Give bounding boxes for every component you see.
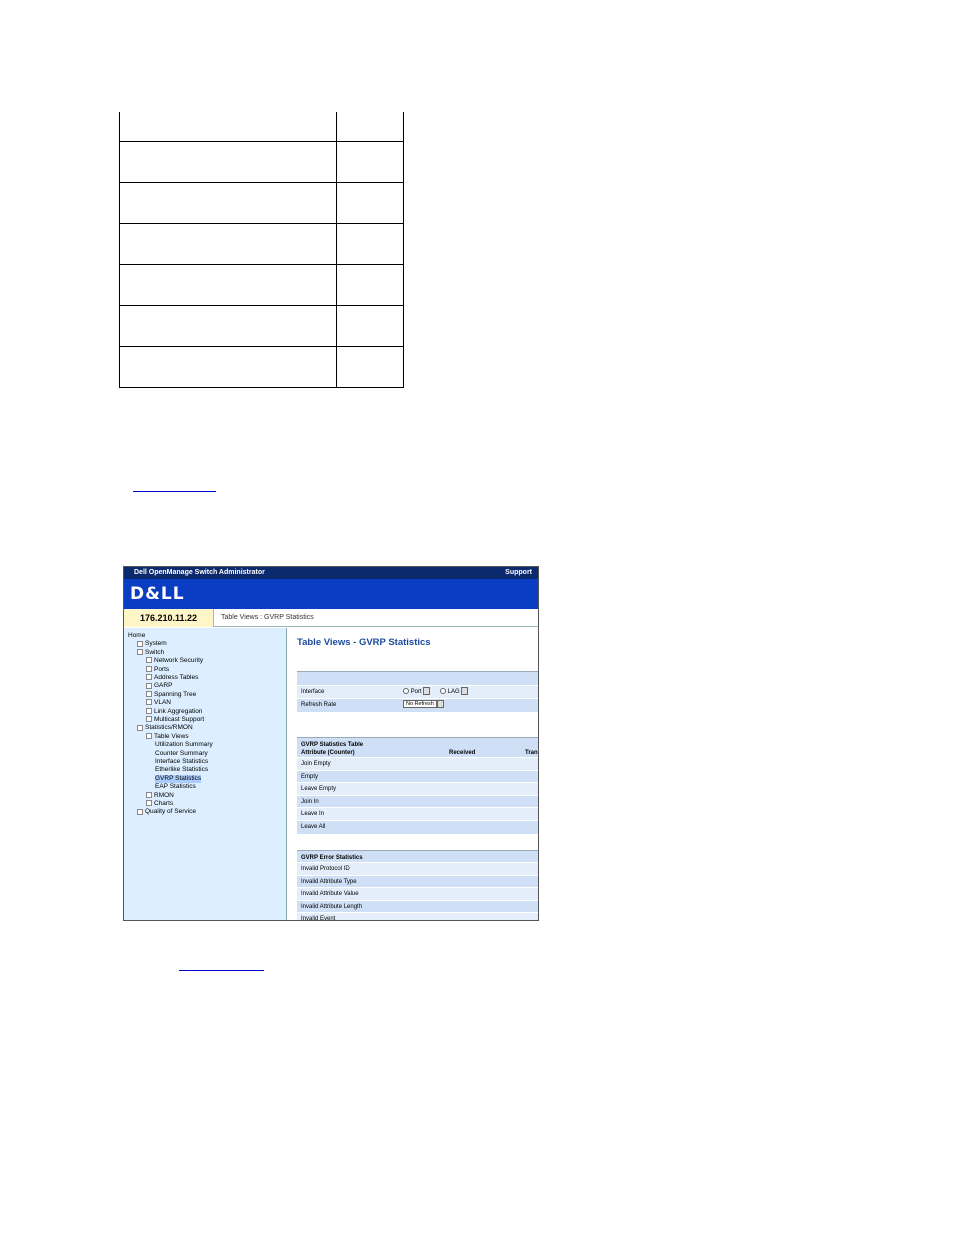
refresh-row xyxy=(297,698,538,711)
tree-item[interactable] xyxy=(155,758,208,766)
chevron-down-icon xyxy=(437,700,444,708)
table-row: Leave Empty xyxy=(297,782,538,795)
table-row: Leave All xyxy=(297,820,538,833)
table-cell xyxy=(337,264,404,305)
table-cell xyxy=(120,223,337,264)
table-row: Invalid Event xyxy=(297,912,538,921)
refresh-select[interactable] xyxy=(403,699,444,711)
expand-icon[interactable] xyxy=(146,708,152,714)
address-bar xyxy=(124,609,538,627)
tree-item-label: RMON xyxy=(154,791,174,799)
gvrp-statistics-table xyxy=(297,737,538,834)
expand-icon[interactable] xyxy=(146,666,152,672)
tree-item[interactable] xyxy=(146,691,196,699)
table-row: Invalid Attribute Type xyxy=(297,875,538,888)
expand-icon[interactable] xyxy=(137,649,143,655)
tree-item-label: EAP Statistics xyxy=(155,783,196,791)
stats-table-header xyxy=(297,749,538,757)
table-row: Join Empty xyxy=(297,757,538,770)
table-cell xyxy=(120,182,337,223)
table-cell xyxy=(337,112,404,141)
port-radio[interactable] xyxy=(403,688,409,694)
gvrp-statistics-screenshot xyxy=(123,566,539,921)
tree-item[interactable] xyxy=(155,775,201,783)
ip-address: 176.210.11.22 xyxy=(124,609,214,627)
main-content xyxy=(288,628,538,920)
col-received: Received xyxy=(449,750,476,756)
tree-item-label: Address Tables xyxy=(154,674,199,681)
expand-icon[interactable] xyxy=(146,657,152,663)
table-row: Invalid Attribute Length xyxy=(297,900,538,913)
tree-item-label: Charts xyxy=(154,800,174,807)
breadcrumb: Table Views : GVRP Statistics xyxy=(221,614,314,621)
col-transmitted: Tran xyxy=(525,750,538,756)
port-label: Port xyxy=(410,689,422,695)
expand-icon[interactable] xyxy=(137,725,143,731)
expand-icon[interactable] xyxy=(146,674,152,680)
port-dropdown[interactable] xyxy=(423,687,430,695)
error-table-title: GVRP Error Statistics xyxy=(301,855,363,861)
tree-item[interactable] xyxy=(146,792,174,800)
tree-item[interactable] xyxy=(137,724,193,732)
expand-icon[interactable] xyxy=(146,792,152,798)
doc-table xyxy=(119,112,404,388)
table-cell xyxy=(337,141,404,182)
tree-item-label: GVRP Statistics xyxy=(155,774,202,782)
tree-item-label: Home xyxy=(128,632,146,639)
interface-row xyxy=(297,685,538,698)
table-cell xyxy=(120,264,337,305)
table-row: Invalid Protocol ID xyxy=(297,862,538,875)
tree-item[interactable] xyxy=(146,733,189,741)
tree-item[interactable] xyxy=(146,674,198,682)
support-link[interactable]: Support xyxy=(505,569,532,576)
tree-item[interactable] xyxy=(146,800,173,808)
expand-icon[interactable] xyxy=(146,691,152,697)
page-title: Table Views - GVRP Statistics xyxy=(297,637,431,648)
tree-item-label: Spanning Tree xyxy=(154,690,197,698)
tree-item[interactable] xyxy=(155,783,196,791)
tree-item[interactable] xyxy=(137,808,196,816)
tree-item-label: Network Security xyxy=(154,657,204,665)
gvrp-error-table xyxy=(297,850,538,921)
tree-item-label: GARP xyxy=(154,682,173,690)
lag-dropdown[interactable] xyxy=(461,687,468,695)
table-cell xyxy=(337,182,404,223)
expand-icon[interactable] xyxy=(146,800,152,806)
navigation-tree xyxy=(124,628,287,921)
tree-item[interactable] xyxy=(146,682,172,690)
table-row: Invalid Attribute Value xyxy=(297,887,538,900)
tree-item[interactable] xyxy=(146,666,169,674)
tree-item[interactable] xyxy=(137,649,164,657)
table-cell xyxy=(120,112,337,141)
tree-item-label: Ports xyxy=(154,665,170,673)
tree-item-label: VLAN xyxy=(154,699,171,707)
expand-icon[interactable] xyxy=(146,683,152,689)
expand-icon[interactable] xyxy=(146,733,152,739)
expand-icon[interactable] xyxy=(146,699,152,705)
interface-label: Interface xyxy=(301,689,325,695)
table-row: Leave In xyxy=(297,807,538,820)
table-row: Empty xyxy=(297,770,538,783)
lag-radio[interactable] xyxy=(440,688,446,694)
table-cell xyxy=(337,223,404,264)
stats-table-title: GVRP Statistics Table xyxy=(301,742,364,748)
tree-item-label: Etherlike Statistics xyxy=(155,766,209,774)
col-attribute: Attribute (Counter) xyxy=(301,750,355,756)
table-cell xyxy=(120,346,337,387)
table-cell xyxy=(337,305,404,346)
expand-icon[interactable] xyxy=(146,716,152,722)
table-cell xyxy=(120,305,337,346)
port-selector xyxy=(403,686,468,698)
tree-item-label: Quality of Service xyxy=(145,808,196,816)
tree-item-label: Link Aggregation xyxy=(154,707,203,715)
table-cell xyxy=(337,346,404,387)
tree-item-label: Multicast Support xyxy=(154,716,205,723)
tree-item-label: Table Views xyxy=(154,732,189,740)
app-title: Dell OpenManage Switch Administrator xyxy=(134,569,265,576)
tree-item[interactable] xyxy=(137,640,167,648)
banner xyxy=(124,579,538,609)
expand-icon[interactable] xyxy=(137,809,143,815)
tree-item[interactable] xyxy=(155,766,208,774)
dell-logo: D&LL xyxy=(130,584,185,604)
table-row: Join In xyxy=(297,795,538,808)
tree-item[interactable] xyxy=(155,750,208,758)
tree-item[interactable] xyxy=(155,741,213,749)
tree-item-label: Interface Statistics xyxy=(155,758,209,765)
tree-item[interactable] xyxy=(128,632,145,640)
back-to-top-link[interactable] xyxy=(133,491,216,492)
app-title-bar xyxy=(124,567,538,579)
tree-item[interactable] xyxy=(146,716,204,724)
tree-item-label: System xyxy=(145,640,167,648)
expand-icon[interactable] xyxy=(137,641,143,647)
interface-panel xyxy=(297,671,538,712)
back-to-contents-link[interactable] xyxy=(179,970,264,971)
tree-item-label: Utilization Summary xyxy=(155,741,213,749)
lag-label: LAG xyxy=(447,689,460,695)
tree-item-label: Counter Summary xyxy=(155,749,208,757)
tree-item-label: Switch xyxy=(145,648,165,656)
tree-item[interactable] xyxy=(146,657,203,665)
refresh-value: No Refresh xyxy=(403,700,437,708)
tree-item[interactable] xyxy=(146,699,171,707)
table-cell xyxy=(120,141,337,182)
tree-item-label: Statistics/RMON xyxy=(145,724,193,732)
refresh-label: Refresh Rate xyxy=(301,701,337,708)
tree-item[interactable] xyxy=(146,708,202,716)
